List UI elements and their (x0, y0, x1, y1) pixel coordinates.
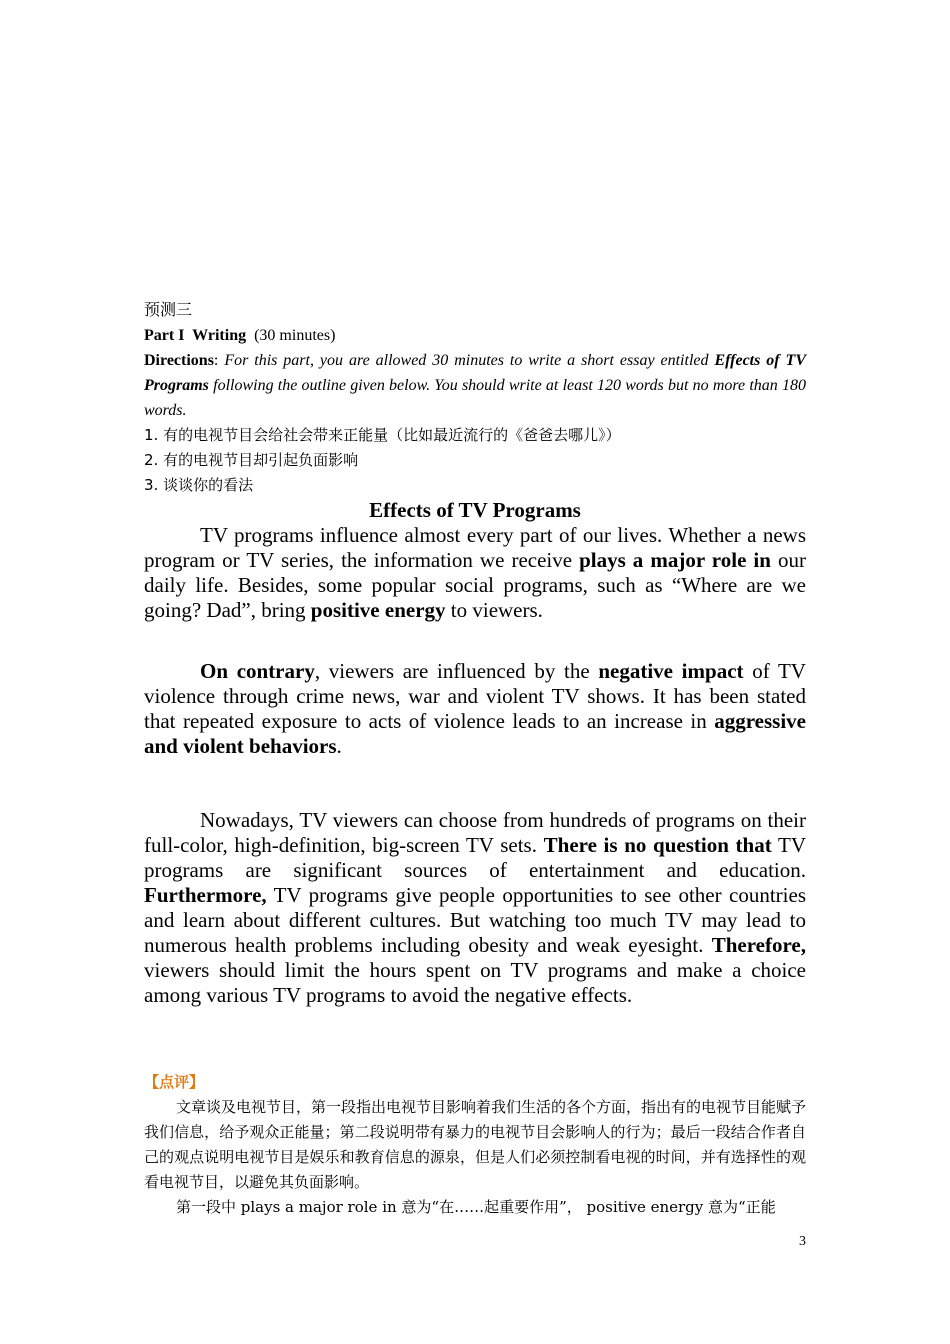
essay-key-phrase: aggressive and violent behaviors (144, 709, 806, 758)
essay-text: , viewers are influenced by the (314, 659, 599, 683)
page-number: 3 (799, 1234, 806, 1249)
essay-text: TV programs are significant sources of entertainment and education. (144, 833, 806, 882)
essay-text: our daily life. Besides, some popular social programs, such as “Where are we going? Dad”, bring (144, 548, 806, 622)
directions-text-before: For this part, you are allowed 30 minutes to write a short essay entitled (224, 352, 715, 369)
essay-text: to viewers. (445, 598, 543, 622)
directions-label: Directions (144, 352, 214, 369)
prediction-heading (144, 298, 806, 323)
essay-key-phrase: Furthermore, (144, 883, 267, 907)
essay-title: Effects of TV Programs (369, 498, 581, 522)
comment-paragraph: 文章谈及电视节目，第一段指出电视节目影响着我们生活的各个方面，指出有的电视节目能赋予我们信息，给予观众正能量；第二段说明带有暴力的电视节目会影响人的行为；最后一段结合作者自己的观点说明电视节目是娱乐和教育信息的源泉，但是人们必须控制看电视的时间，并有选择性的观看电视节目，以避免其负面影响。 (144, 1098, 807, 1191)
essay-key-phrase: negative impact (598, 659, 744, 683)
outline-item: 2. 有的电视节目却引起负面影响 (144, 451, 359, 469)
comment-title: 【点评】 (144, 1073, 205, 1091)
essay-key-phrase: Therefore, (711, 933, 806, 957)
comment-body (144, 1095, 806, 1220)
directions-essay-title: Effects of TV Programs (144, 352, 807, 394)
directions-text-after: following the outline given below. You should write at least 120 words but no more than 180 words. (144, 377, 806, 419)
essay-text: viewers should limit the hours spent on TV programs and make a choice among various TV programs to avoid the negative effects. (144, 958, 806, 1007)
essay-text: TV programs give people opportunities to see other countries and learn about different cultures. But watching too much TV may lead to numerous health problems including obesity and weak eyesight. (144, 883, 806, 957)
essay-text: Nowadays, TV viewers can choose from hundreds of programs on their full-color, high-definition, big-screen TV sets. (144, 808, 806, 857)
part-label: Part I (144, 327, 185, 344)
essay-text: TV programs influence almost every part of our lives. Whether a news program or TV series, the information we receive (144, 523, 806, 572)
essay-paragraph-3 (144, 808, 806, 1008)
outline-item: 1. 有的电视节目会给社会带来正能量（比如最近流行的《爸爸去哪儿》） (144, 426, 621, 444)
directions-block: Directions: For this part, you are allowed 30 minutes to write a short essay entitled Effects of TV Programs following the outline given below. You should write at least 120 words but no more than 180 words. (144, 352, 807, 419)
comment-paragraph: 第一段中 plays a major role in 意为“在……起重要作用”， positive energy 意为“正能 (176, 1198, 776, 1216)
essay-paragraph-1 (144, 523, 806, 623)
essay-text: of TV violence through crime news, war and violent TV shows. It has been stated that repeated exposure to acts of violence leads to an increase in (144, 659, 806, 733)
prediction-label: 预测三 (144, 302, 193, 319)
essay-paragraph-2 (144, 659, 806, 759)
outline-item: 3. 谈谈你的看法 (144, 476, 254, 494)
essay-key-phrase: There is no question that (543, 833, 772, 857)
part-time: (30 minutes) (254, 327, 336, 344)
essay-key-phrase: On contrary (200, 659, 315, 683)
part-heading (144, 323, 806, 348)
essay-text: . (336, 734, 342, 758)
essay-key-phrase: positive energy (310, 598, 446, 622)
outline-list (144, 423, 806, 498)
part-name: Writing (192, 327, 247, 344)
essay-key-phrase: plays a major role in (579, 548, 771, 572)
